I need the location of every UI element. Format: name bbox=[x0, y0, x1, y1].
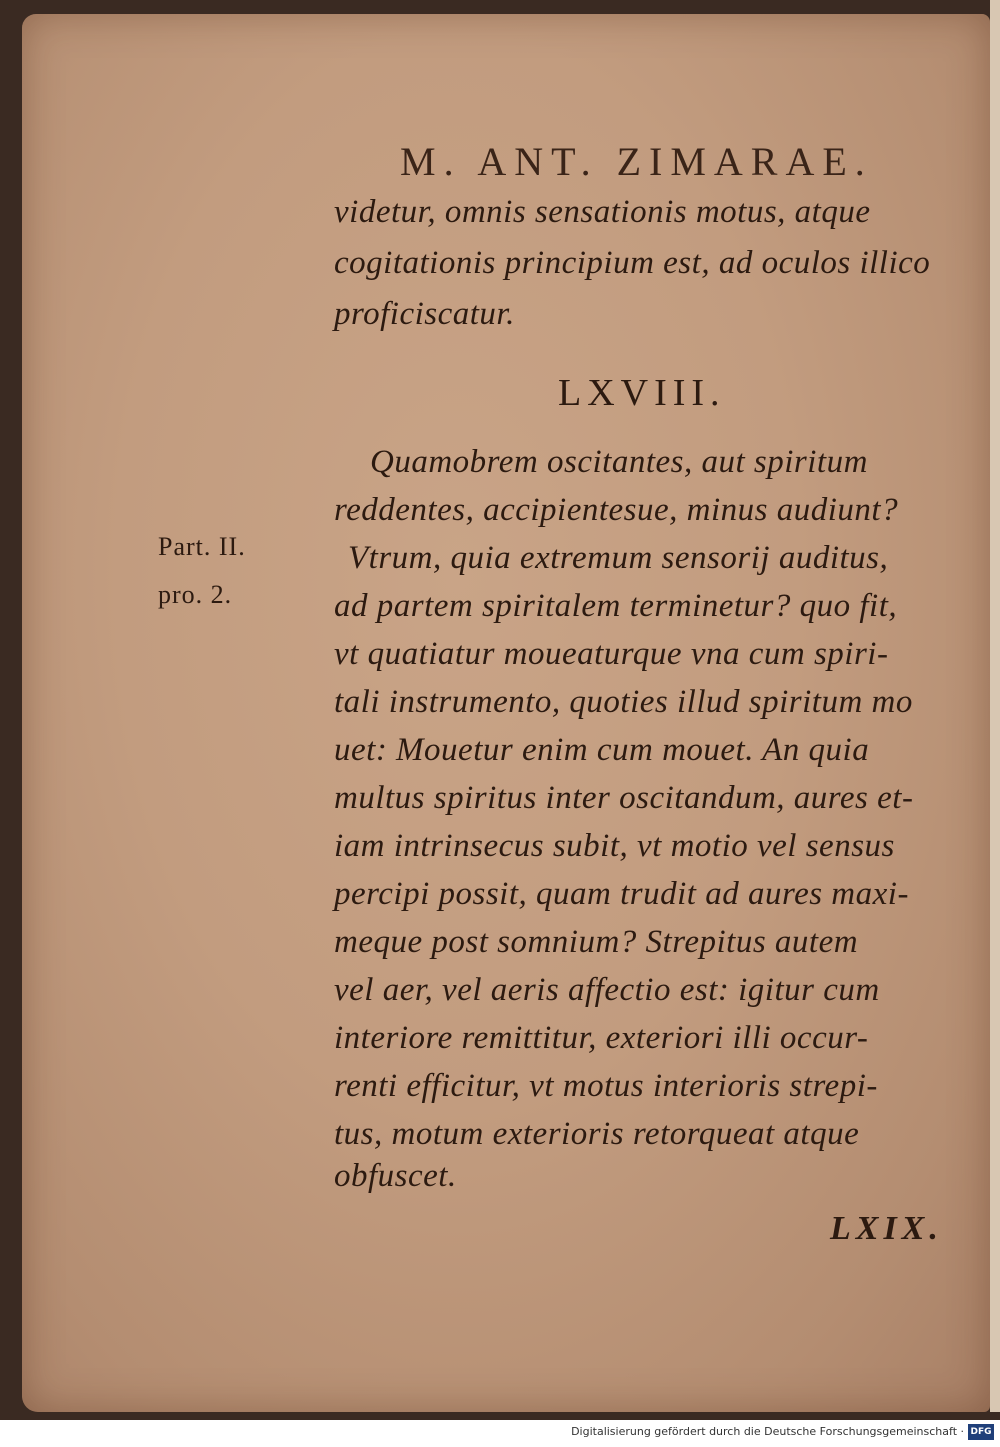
text-line: ad partem spiritalem terminetur? quo fit, bbox=[334, 588, 898, 624]
text-line: videtur, omnis sensationis motus, atque bbox=[334, 194, 871, 230]
margin-note: pro. 2. bbox=[158, 580, 233, 609]
text-line: iam intrinsecus subit, vt motio vel sensus bbox=[334, 828, 895, 864]
text-line: Vtrum, quia extremum sensorij auditus, bbox=[348, 540, 889, 576]
text-line: obfuscet. bbox=[334, 1158, 457, 1194]
text-line: percipi possit, quam trudit ad aures maxi- bbox=[334, 876, 909, 912]
text-line: multus spiritus inter oscitandum, aures et- bbox=[334, 780, 914, 816]
text-line: meque post somnium? Strepitus autem bbox=[334, 924, 859, 960]
footer-bar bbox=[0, 1420, 1000, 1447]
text-line: reddentes, accipientesue, minus audiunt? bbox=[334, 492, 899, 528]
text-line: uet: Mouetur enim cum mouet. An quia bbox=[334, 732, 870, 768]
text-line: tus, motum exterioris retorqueat atque bbox=[334, 1116, 860, 1152]
section-number: LXVIII. bbox=[558, 372, 726, 414]
text-line: renti efficitur, vt motus interioris strepi- bbox=[334, 1068, 878, 1104]
text-line: interiore remittitur, exteriori illi occur- bbox=[334, 1020, 869, 1056]
book-page bbox=[22, 14, 990, 1412]
text-line: Quamobrem oscitantes, aut spiritum bbox=[370, 444, 868, 480]
margin-note: Part. II. bbox=[158, 532, 246, 561]
text-line: proficiscatur. bbox=[334, 296, 515, 332]
text-line: vel aer, vel aeris affectio est: igitur cum bbox=[334, 972, 880, 1008]
running-title: M. ANT. ZIMARAE. bbox=[400, 139, 873, 184]
text-line: cogitationis principium est, ad oculos illico bbox=[334, 245, 931, 281]
footer-credit: Digitalisierung gefördert durch die Deutsche Forschungsgemeinschaft · bbox=[571, 1425, 964, 1438]
text-line: tali instrumento, quoties illud spiritum mo bbox=[334, 684, 913, 720]
catchword: LXIX. bbox=[830, 1210, 943, 1247]
text-line: vt quatiatur moueaturque vna cum spiri- bbox=[334, 636, 889, 672]
page-edge bbox=[990, 0, 1000, 1412]
dfg-logo: DFG bbox=[968, 1424, 994, 1440]
